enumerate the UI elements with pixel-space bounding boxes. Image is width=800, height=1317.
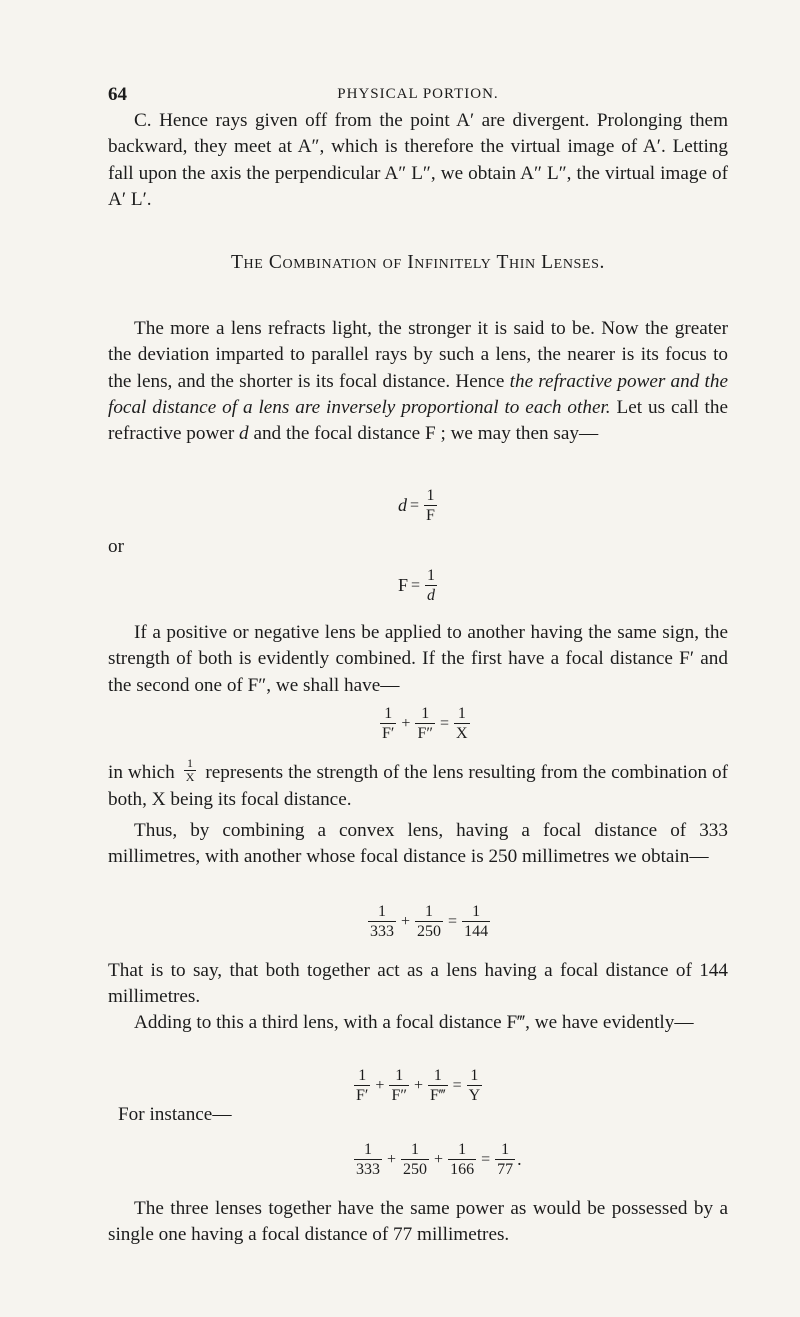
eq3-equals: = bbox=[440, 714, 450, 732]
page-number: 64 bbox=[108, 84, 127, 105]
eq1-numerator: 1 bbox=[426, 487, 435, 504]
eq5-frac-4 bbox=[467, 1066, 483, 1105]
eq4-equals: = bbox=[448, 912, 458, 930]
eq3-n1: 1 bbox=[384, 705, 393, 722]
eq4-d3: 144 bbox=[464, 923, 489, 940]
eq5-n1: 1 bbox=[358, 1067, 367, 1084]
eq3-frac-1 bbox=[380, 704, 396, 743]
eq4-frac-3 bbox=[462, 902, 490, 941]
equation-333-250-144 bbox=[366, 902, 492, 941]
eq4-d2: 250 bbox=[417, 923, 442, 940]
or-label: or bbox=[108, 536, 124, 557]
paragraph-three-lenses: The three lenses together have the same power as would be possessed by a single one having a focal distance of 77 millimetres. bbox=[108, 1198, 728, 1246]
paragraph-refractive-power-c: and the focal distance F ; we may then say— bbox=[248, 423, 599, 445]
eq4-frac-2 bbox=[415, 902, 443, 941]
eq5-n2: 1 bbox=[395, 1067, 404, 1084]
eq6-equals: = bbox=[481, 1150, 491, 1168]
eq2-denominator: d bbox=[427, 587, 436, 604]
eq6-frac-1 bbox=[354, 1140, 382, 1179]
paragraph-thus: Thus, by combining a convex lens, having a focal distance of 333 millimetres, with another whose focal distance is 250 millimetres we obtain— bbox=[108, 820, 728, 868]
eq2-equals: = bbox=[411, 576, 421, 594]
eq6-d4: 77 bbox=[497, 1161, 514, 1178]
paragraph-in-which-b: represents the strength of the lens resulting from the combination of both, X being its focal distance. bbox=[108, 762, 728, 811]
equation-d-equals-1-over-f bbox=[398, 486, 439, 525]
eq5-frac-1 bbox=[354, 1066, 370, 1105]
eq6-d3: 166 bbox=[450, 1161, 475, 1178]
eq1-fraction bbox=[424, 486, 437, 525]
eq6-period: . bbox=[517, 1149, 522, 1169]
eq3-frac-3 bbox=[454, 704, 470, 743]
eq5-plus-1: + bbox=[375, 1076, 385, 1094]
eq6-frac-3 bbox=[448, 1140, 476, 1179]
inline-frac-num: 1 bbox=[187, 756, 194, 771]
eq5-plus-2: + bbox=[414, 1076, 424, 1094]
eq4-n2: 1 bbox=[425, 903, 434, 920]
paragraph-refractive-power-a: The more a lens refracts light, the stronger it is said to be. Now the greater the deviation imparted to parallel rays by such a lens, the nearer is its focus to the lens, and the shorter is its focal distance. Hence bbox=[108, 318, 728, 392]
eq3-d2: F″ bbox=[417, 725, 433, 742]
eq4-frac-1 bbox=[368, 902, 396, 941]
eq5-frac-3 bbox=[428, 1066, 448, 1105]
eq6-n1: 1 bbox=[364, 1141, 372, 1158]
eq6-frac-4 bbox=[495, 1140, 515, 1179]
eq5-d4: Y bbox=[468, 1087, 481, 1104]
eq6-plus-1: + bbox=[387, 1150, 397, 1168]
equation-333-250-166-77 bbox=[352, 1140, 522, 1179]
eq1-denominator: F bbox=[426, 507, 435, 524]
eq4-n1: 1 bbox=[378, 903, 386, 920]
section-heading-text: The Combination of Infinitely Thin Lenses. bbox=[231, 252, 605, 273]
eq6-n3: 1 bbox=[458, 1141, 467, 1158]
eq6-plus-2: + bbox=[434, 1150, 444, 1168]
equation-three-lenses bbox=[352, 1066, 484, 1105]
eq3-d1: F′ bbox=[382, 725, 395, 742]
eq3-n2: 1 bbox=[421, 705, 430, 722]
eq4-plus: + bbox=[401, 912, 411, 930]
eq6-n4: 1 bbox=[501, 1141, 510, 1158]
paragraph-in-which-a: in which bbox=[108, 762, 180, 783]
eq5-equals: = bbox=[452, 1076, 462, 1094]
eq5-d1: F′ bbox=[356, 1087, 369, 1104]
eq6-frac-2 bbox=[401, 1140, 429, 1179]
inline-frac-den: X bbox=[185, 770, 195, 785]
paragraph-in-which bbox=[108, 756, 728, 813]
paragraph-combined-strength: If a positive or negative lens be applied to another having the same sign, the strength of both is evidently combined. If the first have a focal distance F′ and the second one of F″, we shall have— bbox=[108, 622, 728, 696]
section-heading bbox=[108, 252, 728, 274]
for-instance-label: For instance— bbox=[118, 1104, 232, 1125]
inline-fraction-1-over-x bbox=[184, 757, 197, 784]
eq3-plus: + bbox=[401, 714, 411, 732]
running-title: PHYSICAL PORTION. bbox=[337, 86, 499, 102]
eq6-n2: 1 bbox=[411, 1141, 420, 1158]
eq2-lhs: F bbox=[398, 575, 409, 595]
eq5-d3: F‴ bbox=[430, 1087, 446, 1104]
page-header bbox=[108, 84, 728, 108]
paragraph-adding: Adding to this a third lens, with a focal distance F‴, we have evidently— bbox=[134, 1012, 694, 1033]
eq1-equals: = bbox=[410, 496, 420, 514]
eq5-frac-2 bbox=[389, 1066, 409, 1105]
eq5-n4: 1 bbox=[470, 1067, 479, 1084]
paragraph-refractive-power-b: Let us call the refractive power bbox=[108, 396, 728, 445]
eq4-n3: 1 bbox=[472, 903, 481, 920]
eq3-n3: 1 bbox=[457, 705, 466, 722]
eq6-d2: 250 bbox=[403, 1161, 428, 1178]
paragraph-that-is: That is to say, that both together act as a lens having a focal distance of 144 millimetres. bbox=[108, 960, 728, 1008]
paragraph-refractive-power bbox=[108, 316, 728, 447]
symbol-d: d bbox=[239, 423, 249, 445]
equation-two-lenses bbox=[378, 704, 472, 743]
eq2-fraction bbox=[425, 566, 437, 605]
eq2-numerator: 1 bbox=[427, 567, 436, 584]
eq4-d1: 333 bbox=[370, 923, 394, 940]
equation-f-equals-1-over-d bbox=[398, 566, 439, 605]
eq5-n3: 1 bbox=[433, 1067, 442, 1084]
paragraph-refractive-power-italic: the refractive power and the focal distance of a lens are inversely proportional to each other. bbox=[108, 370, 728, 418]
paragraph-c: C. Hence rays given off from the point A′ are divergent. Prolonging them backward, they meet at A″, which is therefore the virtual image of A′. Letting fall upon the axis the perpendicular A″ L″, we obtain A″ L″, the virtual image of A′ L′. bbox=[108, 110, 728, 210]
eq3-frac-2 bbox=[415, 704, 435, 743]
eq1-lhs: d bbox=[398, 495, 407, 515]
eq3-d3: X bbox=[456, 725, 468, 742]
eq5-d2: F″ bbox=[391, 1087, 407, 1104]
eq6-d1: 333 bbox=[356, 1161, 380, 1178]
